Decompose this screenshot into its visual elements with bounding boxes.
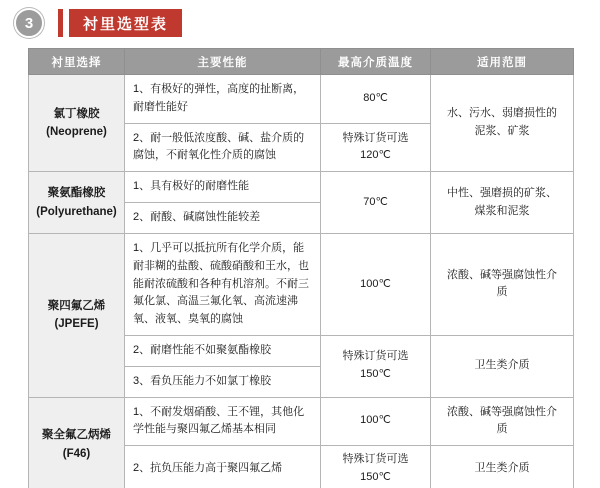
lining-name-en: (F46) <box>62 447 91 460</box>
max-temp-line: 特殊订货可选 <box>342 131 409 144</box>
scope-line: 卫生类介质 <box>474 359 530 372</box>
max-temp-cell <box>321 446 431 488</box>
table-row <box>29 233 574 335</box>
title-accent-bar <box>58 9 63 37</box>
table-row <box>29 397 574 446</box>
lining-name-en: (JPEFE) <box>54 318 99 331</box>
performance-cell: 2、耐酸、碱腐蚀性能较差 <box>125 203 321 234</box>
scope-cell <box>431 172 574 234</box>
max-temp-cell <box>321 75 431 124</box>
performance-cell: 2、耐一般低浓度酸、碱、盐介质的腐蚀，不耐氧化性介质的腐蚀 <box>125 123 321 172</box>
performance-cell: 2、耐磨性能不如聚氨酯橡胶 <box>125 335 321 366</box>
lining-selection-table-wrap <box>28 48 573 488</box>
max-temp-line: 70℃ <box>363 195 388 208</box>
max-temp-cell <box>321 123 431 172</box>
lining-name-cn: 氯丁橡胶 <box>53 107 100 120</box>
lining-name-en: (Neoprene) <box>46 126 107 139</box>
lining-selection-table <box>28 48 574 488</box>
scope-line: 水、污水、弱磨损性的 <box>447 107 557 120</box>
table-body <box>29 75 574 488</box>
section-number-badge: 3 <box>14 8 44 38</box>
page-title <box>58 9 182 37</box>
scope-line: 浓酸、碱等强腐蚀性介 <box>447 268 557 281</box>
table-header-row <box>29 49 574 75</box>
scope-cell <box>431 446 574 488</box>
max-temp-line: 特殊订货可选 <box>342 350 409 363</box>
scope-line: 中性、强磨损的矿浆、 <box>447 186 557 199</box>
column-header-scope: 适用范围 <box>431 49 574 75</box>
max-temp-line: 150℃ <box>360 368 391 381</box>
performance-cell: 1、具有极好的耐磨性能 <box>125 172 321 203</box>
max-temp-line: 100℃ <box>360 277 391 290</box>
lining-name-cn: 聚四氟乙烯 <box>47 299 106 312</box>
lining-name-cell <box>29 397 125 488</box>
lining-name-cn: 聚氨酯橡胶 <box>47 186 106 199</box>
lining-name-cell <box>29 233 125 397</box>
lining-name-cell <box>29 172 125 234</box>
max-temp-line: 150℃ <box>360 471 391 483</box>
column-header-max-temp: 最高介质温度 <box>321 49 431 75</box>
scope-cell <box>431 397 574 446</box>
table-row <box>29 75 574 124</box>
performance-cell: 1、不耐发烟硝酸、王不锂，其他化学性能与聚四氟乙烯基本相同 <box>125 397 321 446</box>
performance-cell: 1、几乎可以抵抗所有化学介质，能耐非糊的盐酸、硫酸硝酸和王水，也能耐浓硫酸和各种有机溶剂。不耐三氟化氯、高温三氟化氧、高流速沸氧、液氧、臭氧的腐蚀 <box>125 233 321 335</box>
lining-name-cell <box>29 75 125 172</box>
page-title-text: 衬里选型表 <box>69 9 182 37</box>
scope-line: 质 <box>496 286 508 299</box>
scope-line: 卫生类介质 <box>474 462 530 475</box>
scope-cell <box>431 233 574 335</box>
scope-line: 泥浆、矿浆 <box>474 125 530 138</box>
max-temp-line: 80℃ <box>363 91 388 104</box>
scope-line: 浓酸、碱等强腐蚀性介 <box>447 405 557 418</box>
max-temp-line: 100℃ <box>360 414 391 427</box>
column-header-performance: 主要性能 <box>125 49 321 75</box>
max-temp-line: 120℃ <box>360 149 391 162</box>
lining-name-cn: 聚全氟乙炳烯 <box>42 429 111 442</box>
performance-cell: 2、抗负压能力高于聚四氟乙烯 <box>125 446 321 488</box>
scope-line: 质 <box>496 423 508 436</box>
max-temp-cell <box>321 335 431 397</box>
table-row <box>29 172 574 203</box>
column-header-lining: 衬里选择 <box>29 49 125 75</box>
max-temp-cell <box>321 172 431 234</box>
max-temp-cell <box>321 397 431 446</box>
section-header <box>0 0 600 46</box>
performance-cell: 1、有极好的弹性，高度的扯断离，耐磨性能好 <box>125 75 321 124</box>
max-temp-cell <box>321 233 431 335</box>
max-temp-line: 特殊订货可选 <box>342 453 409 466</box>
scope-cell <box>431 75 574 172</box>
lining-name-en: (Polyurethane) <box>36 205 117 218</box>
scope-line: 煤浆和泥浆 <box>474 204 530 217</box>
performance-cell: 3、看负压能力不如氯丁橡胶 <box>125 366 321 397</box>
scope-cell <box>431 335 574 397</box>
